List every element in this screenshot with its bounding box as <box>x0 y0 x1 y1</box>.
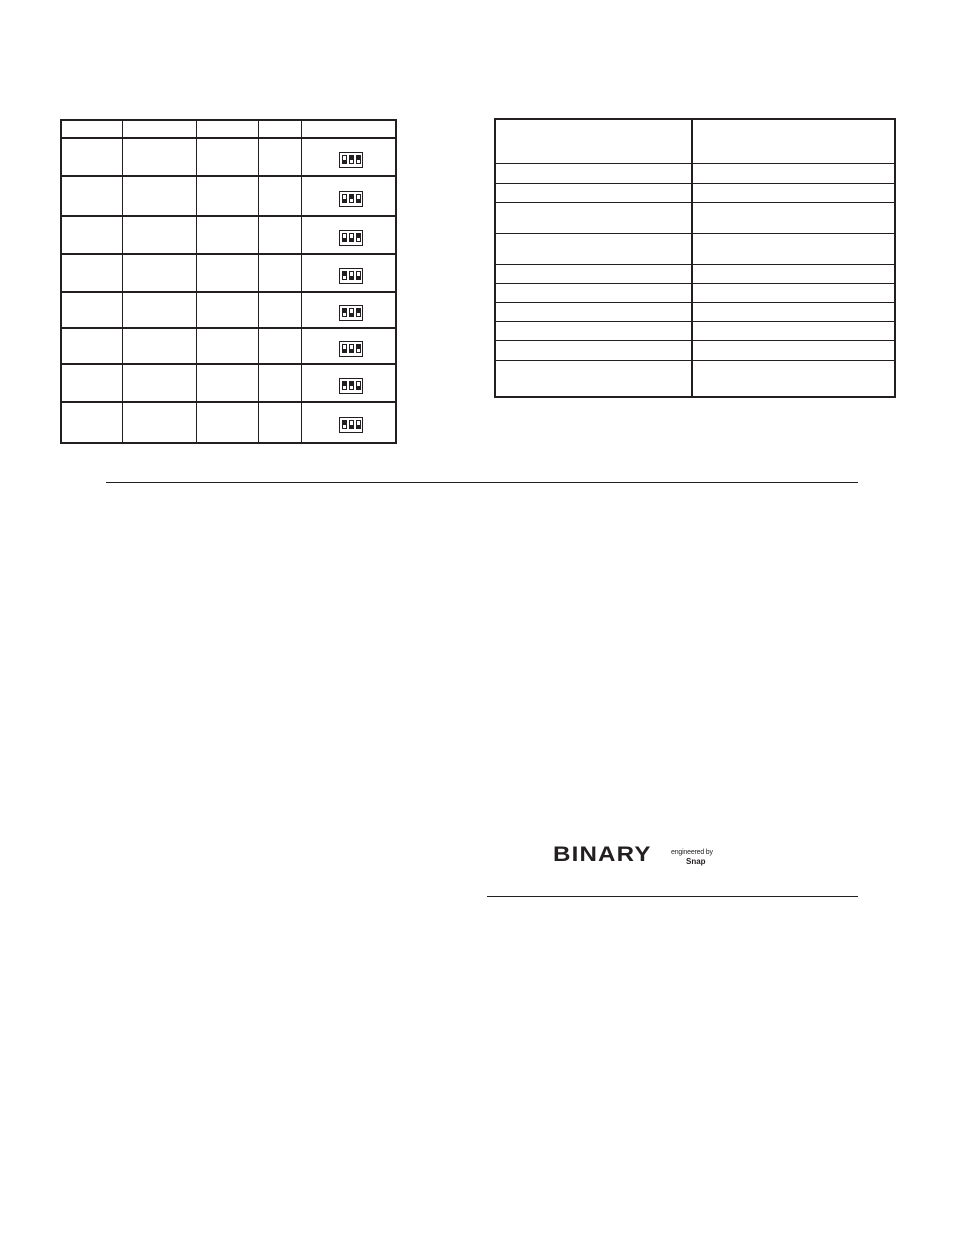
dip-toggle-3 <box>356 233 361 242</box>
dip-table-row <box>62 365 395 403</box>
dip-table-row <box>62 293 395 329</box>
spec-table-row <box>496 361 894 396</box>
dip-table-row <box>62 217 395 255</box>
dip-toggle-1 <box>342 233 347 242</box>
dip-toggle-2 <box>349 420 354 429</box>
dip-toggle-3 <box>356 308 361 317</box>
dip-switch-icon <box>339 305 363 321</box>
spec-table <box>494 118 896 398</box>
dip-table-row <box>62 329 395 365</box>
dip-toggle-3 <box>356 344 361 353</box>
dip-switch-table <box>60 119 397 444</box>
spec-table-row <box>496 284 894 303</box>
dip-toggle-1 <box>342 420 347 429</box>
dip-table-row <box>62 403 395 442</box>
spec-table-row <box>496 303 894 322</box>
dip-toggle-2 <box>349 233 354 242</box>
dip-table-row <box>62 255 395 293</box>
dip-switch-icon <box>339 230 363 246</box>
dip-table-row <box>62 139 395 177</box>
dip-toggle-1 <box>342 308 347 317</box>
dip-toggle-3 <box>356 155 361 164</box>
logo-tagline: engineered by <box>671 849 713 856</box>
spec-table-row <box>496 341 894 361</box>
dip-toggle-1 <box>342 155 347 164</box>
dip-toggle-2 <box>349 271 354 280</box>
dip-switch-icon <box>339 341 363 357</box>
dip-toggle-1 <box>342 344 347 353</box>
spec-table-row <box>496 322 894 341</box>
dip-toggle-3 <box>356 381 361 390</box>
dip-toggle-2 <box>349 344 354 353</box>
spec-table-row <box>496 164 894 184</box>
logo-brand: Snap <box>686 857 706 866</box>
dip-toggle-2 <box>349 194 354 203</box>
dip-switch-icon <box>339 378 363 394</box>
section-rule <box>106 482 858 483</box>
logo-wordmark: BINARY <box>553 843 652 866</box>
spec-table-row <box>496 234 894 265</box>
dip-switch-icon <box>339 417 363 433</box>
dip-toggle-3 <box>356 194 361 203</box>
binary-logo <box>553 843 723 873</box>
dip-toggle-1 <box>342 194 347 203</box>
dip-toggle-1 <box>342 381 347 390</box>
dip-toggle-1 <box>342 271 347 280</box>
spec-table-row <box>496 120 894 164</box>
spec-table-row <box>496 265 894 284</box>
dip-switch-icon <box>339 152 363 168</box>
dip-table-row <box>62 177 395 217</box>
dip-toggle-2 <box>349 381 354 390</box>
dip-table-header <box>62 121 395 139</box>
dip-toggle-2 <box>349 155 354 164</box>
dip-toggle-2 <box>349 308 354 317</box>
footer-rule <box>487 896 858 897</box>
dip-toggle-3 <box>356 420 361 429</box>
spec-table-row <box>496 184 894 203</box>
dip-toggle-3 <box>356 271 361 280</box>
dip-switch-icon <box>339 268 363 284</box>
dip-switch-icon <box>339 191 363 207</box>
spec-table-row <box>496 203 894 234</box>
